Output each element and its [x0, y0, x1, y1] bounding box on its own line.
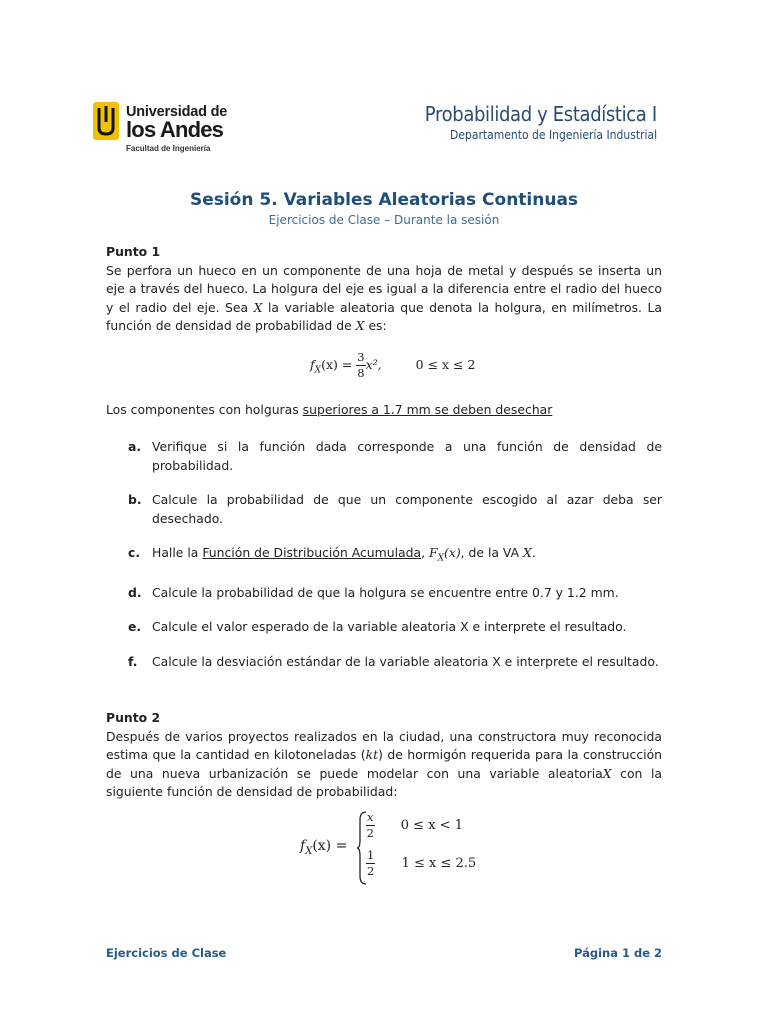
- logo-line3: Facultad de Ingeniería: [126, 144, 211, 153]
- eq2-sub: X: [305, 845, 313, 857]
- item-label: d.: [128, 584, 142, 600]
- case2-denominator: 2: [367, 864, 375, 878]
- punto2-section: [106, 709, 662, 802]
- item-text: Calcule la desviación estándar de la variable aleatoria X e interprete el resultado.: [152, 653, 659, 669]
- footer-left: Ejercicios de Clase: [106, 946, 227, 960]
- punto2-text-c: con la siguiente función de densidad de probabilidad:: [106, 765, 662, 799]
- item-label: e.: [128, 619, 142, 635]
- eq-fraction: [356, 350, 365, 381]
- eq2-case1: [366, 810, 463, 841]
- eq-f: f: [310, 357, 315, 372]
- cdf-symbol: F: [428, 545, 438, 560]
- punto1-text-c: es:: [364, 318, 387, 333]
- punto1-paragraph: [106, 262, 662, 336]
- note-text: Los componentes con holguras: [106, 402, 303, 417]
- punto2-heading: Punto 2: [106, 710, 161, 725]
- note-underlined: superiores a 1.7 mm se deben desechar: [302, 402, 553, 417]
- list-item-b: [128, 491, 662, 528]
- case1-numerator: x: [367, 810, 374, 824]
- discard-note: [106, 401, 662, 420]
- variable-x: X: [523, 545, 532, 560]
- list-item-a: [128, 438, 662, 475]
- cdf-arg: (x): [444, 545, 461, 560]
- variable-x: X: [602, 765, 612, 781]
- case1-range: 0 ≤ x < 1: [400, 818, 463, 833]
- list-item-d: [128, 584, 662, 603]
- variable-x: X: [253, 299, 263, 315]
- punto1-heading: Punto 1: [106, 244, 161, 259]
- item-underlined: Función de Distribución Acumulada: [202, 545, 422, 560]
- logo-line1: Universidad de: [126, 104, 228, 120]
- case2-fraction: [366, 848, 375, 879]
- eq2-case2: [366, 848, 476, 879]
- eq2-f: f: [300, 838, 306, 854]
- course-title: Probabilidad y Estadística I: [424, 102, 657, 126]
- punto2-paragraph: [106, 728, 662, 802]
- punto1-section: [106, 243, 662, 336]
- item-label: c.: [128, 545, 141, 560]
- item-text: Halle la: [152, 545, 203, 560]
- logo-line2: los Andes: [126, 117, 224, 142]
- item-label: a.: [128, 439, 142, 454]
- university-logo: [92, 102, 232, 154]
- item-text: Calcule el valor esperado de la variable aleatoria X e interprete el resultado.: [152, 619, 627, 635]
- item-label: b.: [128, 492, 142, 507]
- case1-fraction: [366, 810, 375, 841]
- session-title: Sesión 5. Variables Aleatorias Continuas: [189, 190, 579, 210]
- eq-sub: X: [314, 365, 322, 376]
- item-text: Verifique si la función dada corresponde a una función de densidad de probabilidad.: [152, 439, 662, 473]
- list-item-c: [128, 544, 662, 568]
- punto1-text-b: la variable aleatoria que denota la holgura, en milímetros. La función de densidad de probabilidad de: [106, 299, 662, 333]
- punto1-item-list: [128, 438, 662, 671]
- item-text: .: [531, 545, 536, 560]
- course-department: Departamento de Ingeniería Industrial: [449, 128, 657, 142]
- eq-arg: (x) =: [321, 357, 353, 372]
- eq-denominator: 8: [357, 366, 365, 380]
- case1-denominator: 2: [366, 826, 374, 840]
- list-item-f: [128, 653, 662, 672]
- eq-rhs: x²,: [365, 357, 382, 372]
- eq2-lhs: [300, 838, 347, 857]
- variable-x: X: [355, 318, 365, 333]
- item-text: , de la VA: [460, 545, 524, 560]
- eq-numerator: 3: [357, 350, 365, 364]
- density-equation-2: [300, 808, 500, 888]
- list-item-e: [128, 618, 662, 637]
- density-equation-1: [310, 350, 475, 381]
- punto1-text-a: Se perfora un hueco en un componente de una hoja de metal y después se inserta un eje a través del hueco. La holgura del eje es igual a la diferencia entre el radio del hueco y el radio del eje. Sea: [106, 262, 662, 315]
- case2-range: 1 ≤ x ≤ 2.5: [401, 856, 477, 871]
- case2-numerator: 1: [367, 848, 375, 862]
- item-text: ,: [421, 545, 429, 560]
- punto2-text-b: ) de hormigón requerida para la construcción de una nueva urbanización se puede modelar con una variable aleatoria: [106, 747, 663, 781]
- session-subtitle: Ejercicios de Clase – Durante la sesión: [268, 213, 500, 227]
- item-label: f.: [128, 653, 138, 669]
- eq2-arg: (x) =: [312, 838, 348, 854]
- footer-page-number: Página 1 de 2: [573, 946, 662, 960]
- cdf-sub: X: [437, 553, 444, 564]
- unit-kt: kt: [365, 747, 379, 762]
- eq-range: 0 ≤ x ≤ 2: [415, 357, 476, 372]
- item-text: Calcule la probabilidad de que un componente escogido al azar deba ser desechado.: [152, 492, 662, 526]
- item-text: Calcule la probabilidad de que la holgura se encuentre entre 0.7 y 1.2 mm.: [152, 584, 619, 600]
- punto2-text-a: Después de varios proyectos realizados en la ciudad, una constructora muy reconocida estima que la cantidad en kilotoneladas (: [106, 728, 662, 762]
- university-shield-icon: [92, 102, 120, 140]
